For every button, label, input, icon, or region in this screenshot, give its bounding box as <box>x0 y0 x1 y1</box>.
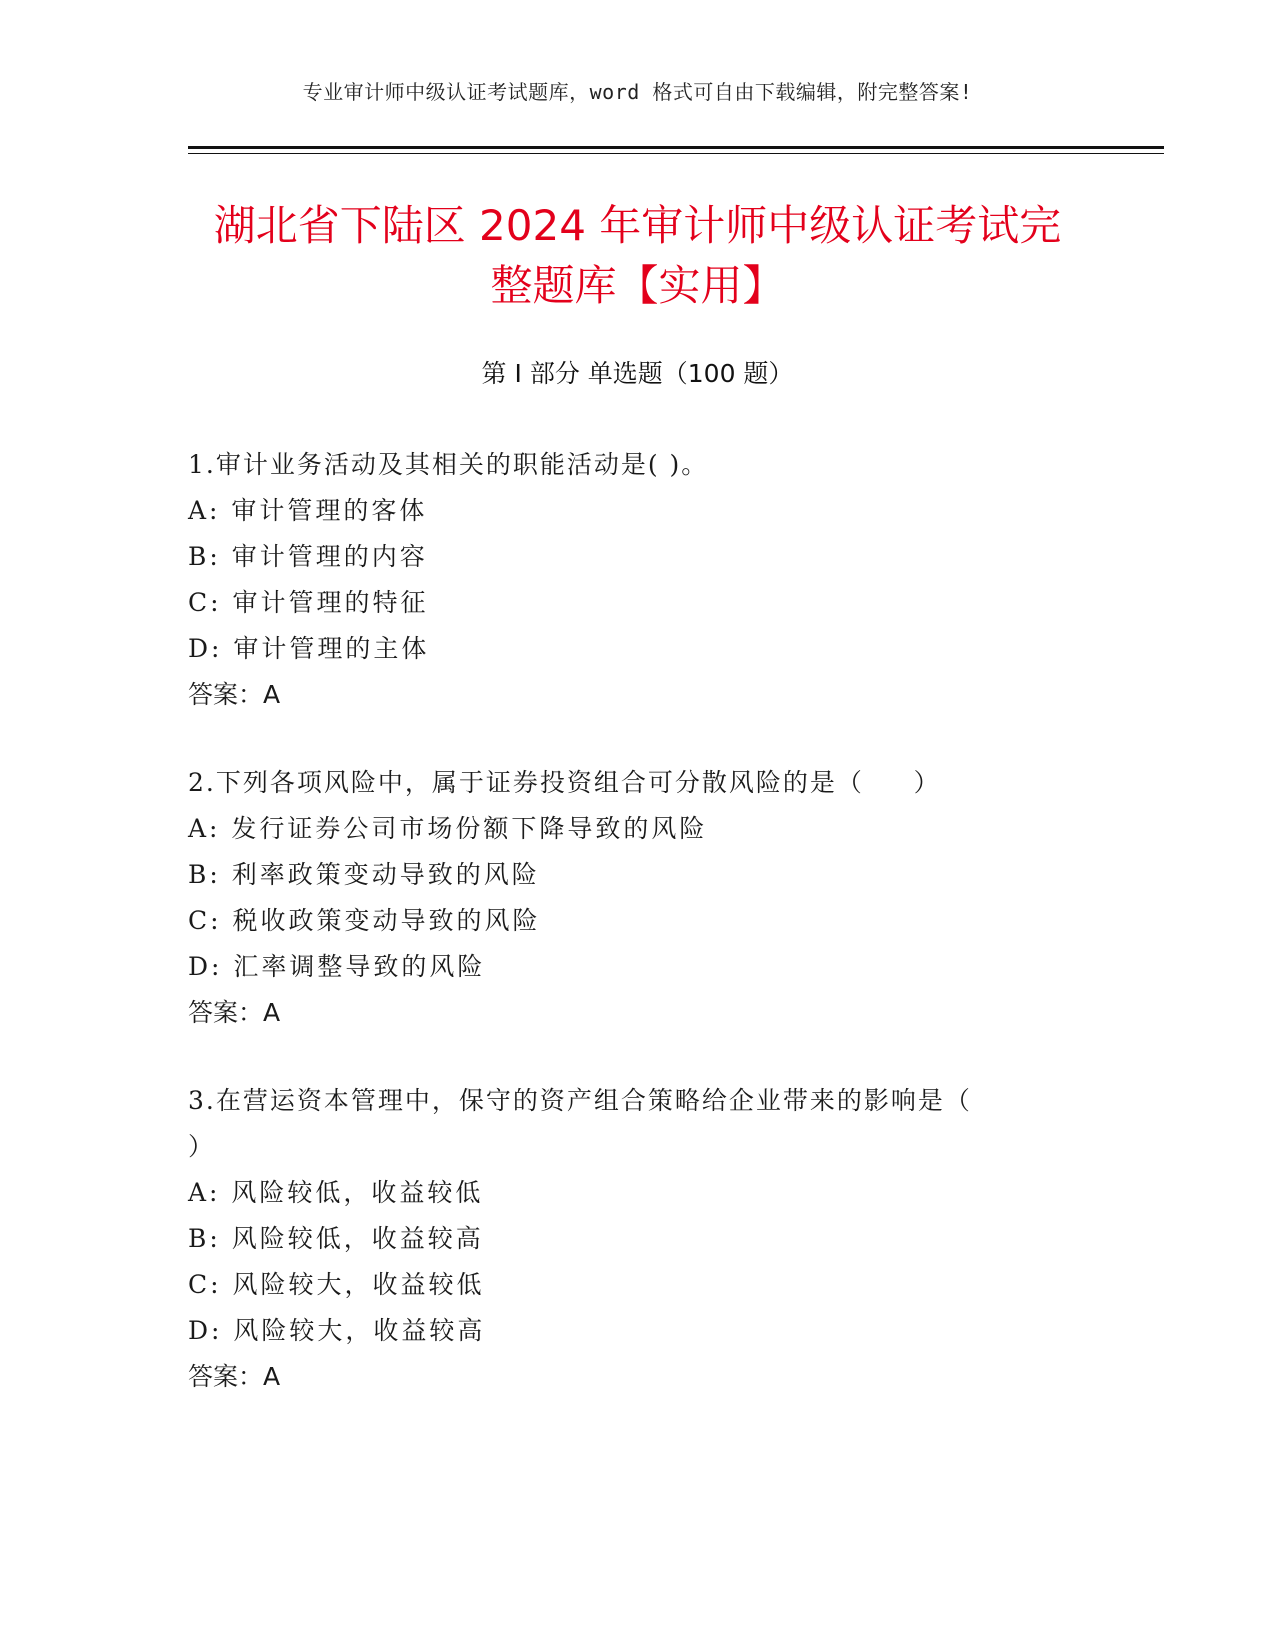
header-divider-thick <box>188 146 1164 149</box>
section-heading: 第 I 部分 单选题（100 题） <box>481 359 794 388</box>
header-divider-thin <box>188 153 1164 154</box>
answer-line: 答案：A <box>188 1362 281 1391</box>
option-a: A: 发行证券公司市场份额下降导致的风险 <box>188 814 708 843</box>
option-a: A: 审计管理的客体 <box>188 496 428 525</box>
question-list <box>188 442 1088 1442</box>
option-a: A: 风险较低，收益较低 <box>188 1178 484 1207</box>
option-c: C: 税收政策变动导致的风险 <box>188 906 541 935</box>
option-d: D: 审计管理的主体 <box>188 634 430 663</box>
question-stem: 3.在营运资本管理中，保守的资产组合策略给企业带来的影响是（ <box>188 1086 972 1115</box>
option-d: D: 汇率调整导致的风险 <box>188 952 486 981</box>
answer-line: 答案：A <box>188 680 281 709</box>
option-b: B: 利率政策变动导致的风险 <box>188 860 540 889</box>
question-1 <box>188 442 1088 718</box>
header-note: 专业审计师中级认证考试题库，word 格式可自由下载编辑，附完整答案! <box>302 80 973 104</box>
question-stem-continuation: ） <box>188 1132 216 1161</box>
answer-line: 答案：A <box>188 998 281 1027</box>
option-b: B: 审计管理的内容 <box>188 542 428 571</box>
option-b: B: 风险较低，收益较高 <box>188 1224 484 1253</box>
option-c: C: 审计管理的特征 <box>188 588 429 617</box>
option-c: C: 风险较大，收益较低 <box>188 1270 485 1299</box>
document-title-line-1: 湖北省下陆区 2024 年审计师中级认证考试完 <box>213 201 1062 250</box>
question-stem: 2.下列各项风险中，属于证券投资组合可分散风险的是（ ） <box>188 768 941 797</box>
document-title-line-2: 整题库【实用】 <box>490 261 785 310</box>
question-3 <box>188 1078 1088 1400</box>
document-title <box>170 196 1105 316</box>
question-2 <box>188 760 1088 1036</box>
option-d: D: 风险较大，收益较高 <box>188 1316 486 1345</box>
question-stem: 1.审计业务活动及其相关的职能活动是( )。 <box>188 450 709 479</box>
